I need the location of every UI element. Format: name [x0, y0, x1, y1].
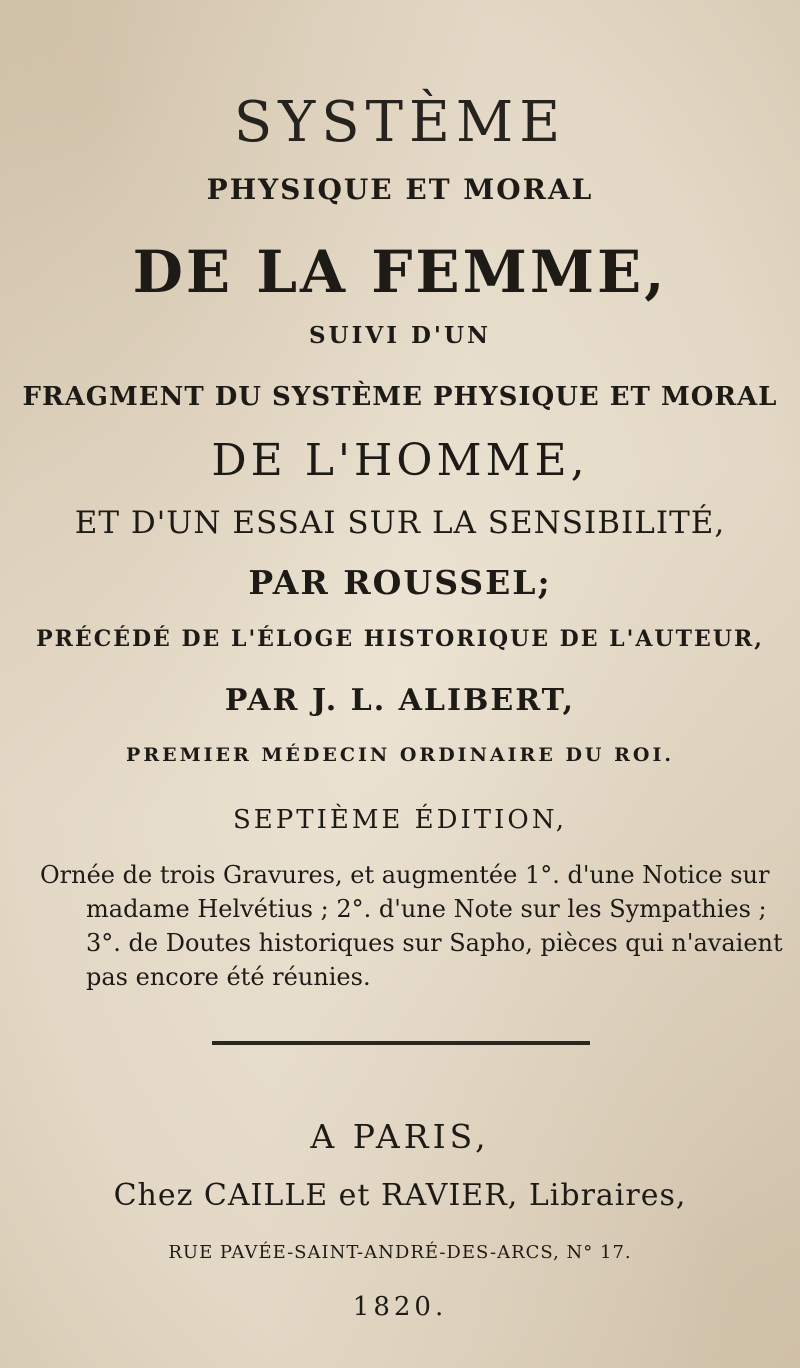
edition-description-line-3: 3°. de Doutes historiques sur Sapho, pièces qui n'avaient	[86, 929, 783, 957]
author-alibert-line: PAR J. L. ALIBERT,	[224, 683, 576, 718]
essai-sensibilite-line: ET D'UN ESSAI SUR LA SENSIBILITÉ,	[74, 505, 726, 541]
de-l-homme-line: DE L'HOMME,	[211, 435, 589, 486]
horizontal-rule	[212, 1041, 590, 1045]
edition-description-line-2: madame Helvétius ; 2°. d'une Note sur les Sympathies ;	[86, 895, 767, 923]
fragment-line: FRAGMENT DU SYSTÈME PHYSIQUE ET MORAL	[22, 382, 778, 412]
precede-eloge-line: PRÉCÉDÉ DE L'ÉLOGE HISTORIQUE DE L'AUTEUR,	[36, 626, 764, 652]
edition-description-line-4: pas encore été réunies.	[86, 963, 371, 991]
imprint-year: 1820.	[352, 1292, 448, 1322]
imprint-city: A PARIS,	[310, 1117, 490, 1156]
edition-description-line-1: Ornée de trois Gravures, et augmentée 1°. d'une Notice sur	[40, 861, 770, 889]
author-roussel-line: PAR ROUSSEL;	[248, 563, 552, 602]
suivi-d-un-line: SUIVI D'UN	[308, 322, 492, 349]
subtitle-physique-et-moral: PHYSIQUE ET MORAL	[206, 173, 594, 206]
title-de-la-femme: DE LA FEMME,	[132, 238, 668, 306]
premier-medecin-line: PREMIER MÉDECIN ORDINAIRE DU ROI.	[126, 744, 674, 766]
edition-description	[40, 858, 783, 994]
imprint-address: RUE PAVÉE-SAINT-ANDRÉ-DES-ARCS, N° 17.	[168, 1242, 632, 1263]
title-systeme: SYSTÈME	[233, 90, 567, 155]
imprint-publishers: Chez CAILLE et RAVIER, Libraires,	[113, 1178, 687, 1213]
edition-line: SEPTIÈME ÉDITION,	[232, 805, 568, 835]
